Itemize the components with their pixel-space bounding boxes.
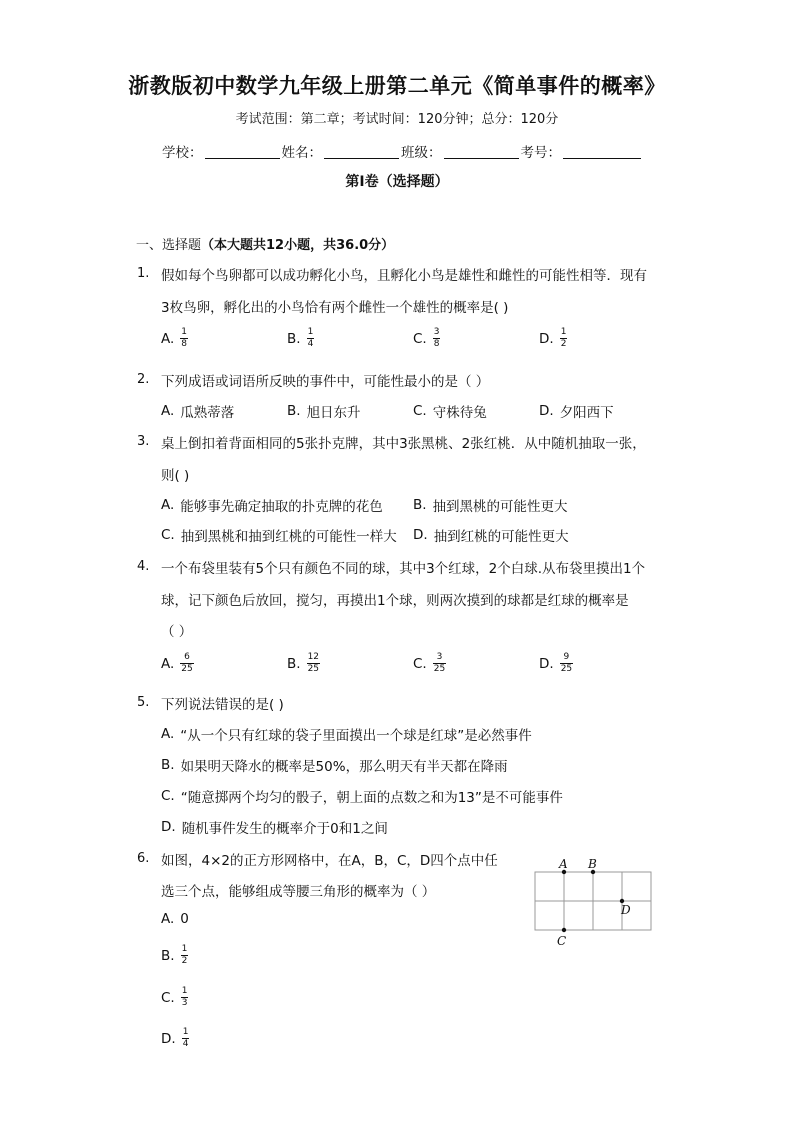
point-c — [562, 928, 566, 932]
option-c[interactable]: C. 抽到黑桃和抽到红桃的可能性一样大 — [161, 527, 397, 545]
option-a[interactable]: A. “从一个只有红球的袋子里面摸出一个球是红球”是必然事件 — [161, 726, 532, 744]
label-b: B — [588, 857, 597, 871]
question-4-line-2: 球，记下颜色后放回，搅匀，再摸出1个球，则两次摸到的球都是红球的概率是 — [161, 593, 629, 609]
option-d[interactable]: D. 夕阳西下 — [539, 403, 614, 421]
section-desc: （本大题共12小题，共36.0分） — [201, 238, 395, 253]
fraction: $\frac{6}{25}$ — [181, 652, 193, 674]
question-6-line-1: 如图，4×2的正方形网格中，在A，B，C，D四个点中任 — [161, 853, 498, 869]
option-c[interactable]: C. “随意掷两个均匀的骰子，朝上面的点数之和为13”是不可能事件 — [161, 788, 563, 806]
option-a[interactable]: A. 0 — [161, 911, 189, 927]
label-a: A — [559, 857, 568, 871]
question-1-line-2: 3枚鸟卵，孵化出的小鸟恰有两个雌性一个雄性的概率是( ) — [161, 300, 509, 316]
question-number: 1. — [137, 266, 150, 281]
page-title: 浙教版初中数学九年级上册第二单元《简单事件的概率》 — [128, 73, 666, 98]
label-d: D — [621, 903, 631, 917]
question-5-line-1: 下列说法错误的是( ) — [161, 697, 284, 713]
label-c: C — [557, 934, 567, 948]
question-3-line-1: 桌上倒扣着背面相同的5张扑克牌，其中3张黑桃、2张红桃．从中随机抽取一张， — [161, 436, 646, 452]
option-a[interactable]: A. 能够事先确定抽取的扑克牌的花色 — [161, 497, 383, 515]
option-a[interactable]: A. $\frac{1}{8}$ — [161, 327, 188, 349]
question-number: 5. — [137, 695, 150, 710]
exam-number-label: 考号： — [520, 145, 561, 161]
volume-heading: 第Ⅰ卷（选择题） — [345, 174, 449, 190]
question-6-line-2: 选三个点，能够组成等腰三角形的概率为（ ） — [161, 884, 436, 900]
option-c[interactable]: C. $\frac{1}{3}$ — [161, 986, 188, 1008]
section-heading — [136, 234, 394, 253]
fraction: $\frac{1}{2}$ — [560, 327, 567, 349]
question-number: 6. — [137, 851, 150, 866]
school-label: 学校： — [162, 145, 203, 161]
fraction: $\frac{1}{2}$ — [181, 944, 188, 966]
fraction: $\frac{12}{25}$ — [307, 652, 320, 674]
section-prefix: 一、选择题 — [136, 238, 202, 253]
option-b[interactable]: B. 旭日东升 — [287, 403, 361, 421]
fraction: $\frac{1}{3}$ — [181, 986, 188, 1008]
name-field[interactable] — [324, 144, 399, 159]
name-label: 姓名： — [281, 145, 322, 161]
option-d[interactable]: D. $\frac{1}{4}$ — [161, 1027, 189, 1049]
question-3-line-2: 则( ) — [161, 468, 190, 484]
grid-lines — [535, 872, 651, 930]
grid-figure — [528, 855, 668, 950]
question-2-line-1: 下列成语或词语所反映的事件中，可能性最小的是（ ） — [161, 374, 490, 390]
class-field[interactable] — [444, 144, 519, 159]
option-c[interactable]: C. $\frac{3}{25}$ — [413, 652, 446, 674]
fraction: $\frac{1}{4}$ — [182, 1027, 189, 1049]
option-a[interactable]: A. $\frac{6}{25}$ — [161, 652, 193, 674]
question-4-line-3: （ ） — [161, 624, 193, 640]
fraction: $\frac{3}{25}$ — [433, 652, 446, 674]
exam-number-field[interactable] — [563, 144, 641, 159]
question-number: 2. — [137, 372, 150, 387]
class-label: 班级： — [401, 145, 442, 161]
fraction: $\frac{9}{25}$ — [560, 652, 573, 674]
question-number: 3. — [137, 434, 150, 449]
exam-meta: 考试范围：第二章；考试时间：120分钟；总分：120分 — [235, 112, 559, 127]
option-b[interactable]: B. $\frac{1}{2}$ — [161, 944, 188, 966]
option-c[interactable]: C. $\frac{3}{8}$ — [413, 327, 440, 349]
question-4-line-1: 一个布袋里装有5个只有颜色不同的球，其中3个红球，2个白球.从布袋里摸出1个 — [161, 561, 646, 577]
fraction: $\frac{1}{8}$ — [181, 327, 188, 349]
option-b[interactable]: B. 抽到黑桃的可能性更大 — [413, 497, 568, 515]
option-d[interactable]: D. $\frac{9}{25}$ — [539, 652, 573, 674]
fraction: $\frac{1}{4}$ — [307, 327, 314, 349]
option-d[interactable]: D. 随机事件发生的概率介于0和1之间 — [161, 819, 388, 837]
option-d[interactable]: D. 抽到红桃的可能性更大 — [413, 527, 569, 545]
option-c[interactable]: C. 守株待兔 — [413, 403, 487, 421]
option-d[interactable]: D. $\frac{1}{2}$ — [539, 327, 567, 349]
option-a[interactable]: A. 瓜熟蒂落 — [161, 403, 235, 421]
school-field[interactable] — [205, 144, 280, 159]
question-1-line-1: 假如每个鸟卵都可以成功孵化小鸟，且孵化小鸟是雄性和雌性的可能性相等．现有 — [161, 268, 647, 284]
question-number: 4. — [137, 559, 150, 574]
option-b[interactable]: B. $\frac{1}{4}$ — [287, 327, 314, 349]
option-b[interactable]: B. $\frac{12}{25}$ — [287, 652, 320, 674]
option-b[interactable]: B. 如果明天降水的概率是50%，那么明天有半天都在降雨 — [161, 757, 508, 775]
fraction: $\frac{3}{8}$ — [433, 327, 440, 349]
student-info-fields — [162, 141, 643, 161]
